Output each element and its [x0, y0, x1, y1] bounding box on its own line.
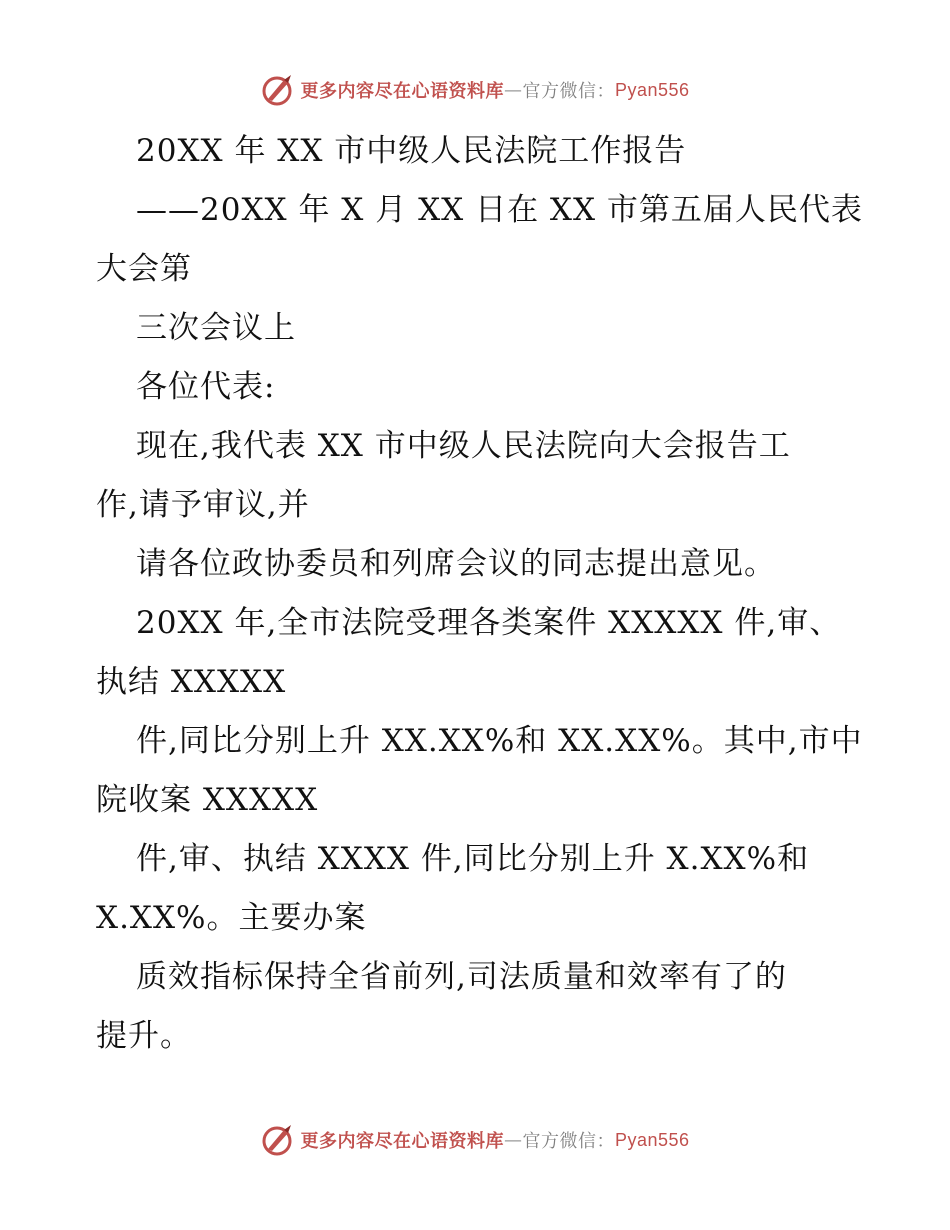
- text-line: 质效指标保持全省前列,司法质量和效率有了的: [136, 959, 787, 995]
- watermark-main-text: 更多内容尽在心语资料库: [300, 81, 504, 102]
- watermark-wechat-id: Pyan556: [614, 1129, 690, 1150]
- text-line: 院收案 XXXXX: [96, 782, 319, 818]
- text-line: 作,请予审议,并: [96, 487, 310, 523]
- quill-logo-icon: [260, 1122, 296, 1158]
- watermark-wechat-label: 官方微信：: [522, 81, 615, 102]
- watermark-dash: —: [503, 79, 523, 101]
- text-line: 件,同比分别上升 XX.XX%和 XX.XX%。其中,市中: [136, 723, 863, 759]
- watermark-dash: —: [503, 1129, 523, 1151]
- report-body: [96, 122, 866, 1066]
- report-subtitle: ——20XX 年 X 月 XX 日在 XX 市第五届人民代表: [136, 192, 863, 228]
- report-title: 20XX 年 XX 市中级人民法院工作报告: [136, 133, 687, 169]
- watermark-main-text: 更多内容尽在心语资料库: [300, 1131, 504, 1152]
- text-line: 件,审、执结 XXXX 件,同比分别上升 X.XX%和: [136, 841, 810, 877]
- salutation: 各位代表:: [136, 369, 276, 405]
- text-line: 大会第: [96, 251, 192, 287]
- text-line: 20XX 年,全市法院受理各类案件 XXXXX 件,审、: [136, 605, 842, 641]
- text-line: 三次会议上: [136, 310, 296, 346]
- quill-logo-icon: [260, 72, 296, 108]
- footer-watermark: [0, 1122, 950, 1158]
- watermark-wechat-id: Pyan556: [614, 79, 690, 100]
- header-watermark: [0, 72, 950, 108]
- text-line: 提升。: [96, 1018, 192, 1054]
- text-line: X.XX%。主要办案: [96, 900, 367, 936]
- text-line: 请各位政协委员和列席会议的同志提出意见。: [136, 546, 776, 582]
- text-line: 现在,我代表 XX 市中级人民法院向大会报告工: [136, 428, 791, 464]
- watermark-wechat-label: 官方微信：: [522, 1131, 615, 1152]
- text-line: 执结 XXXXX: [96, 664, 287, 700]
